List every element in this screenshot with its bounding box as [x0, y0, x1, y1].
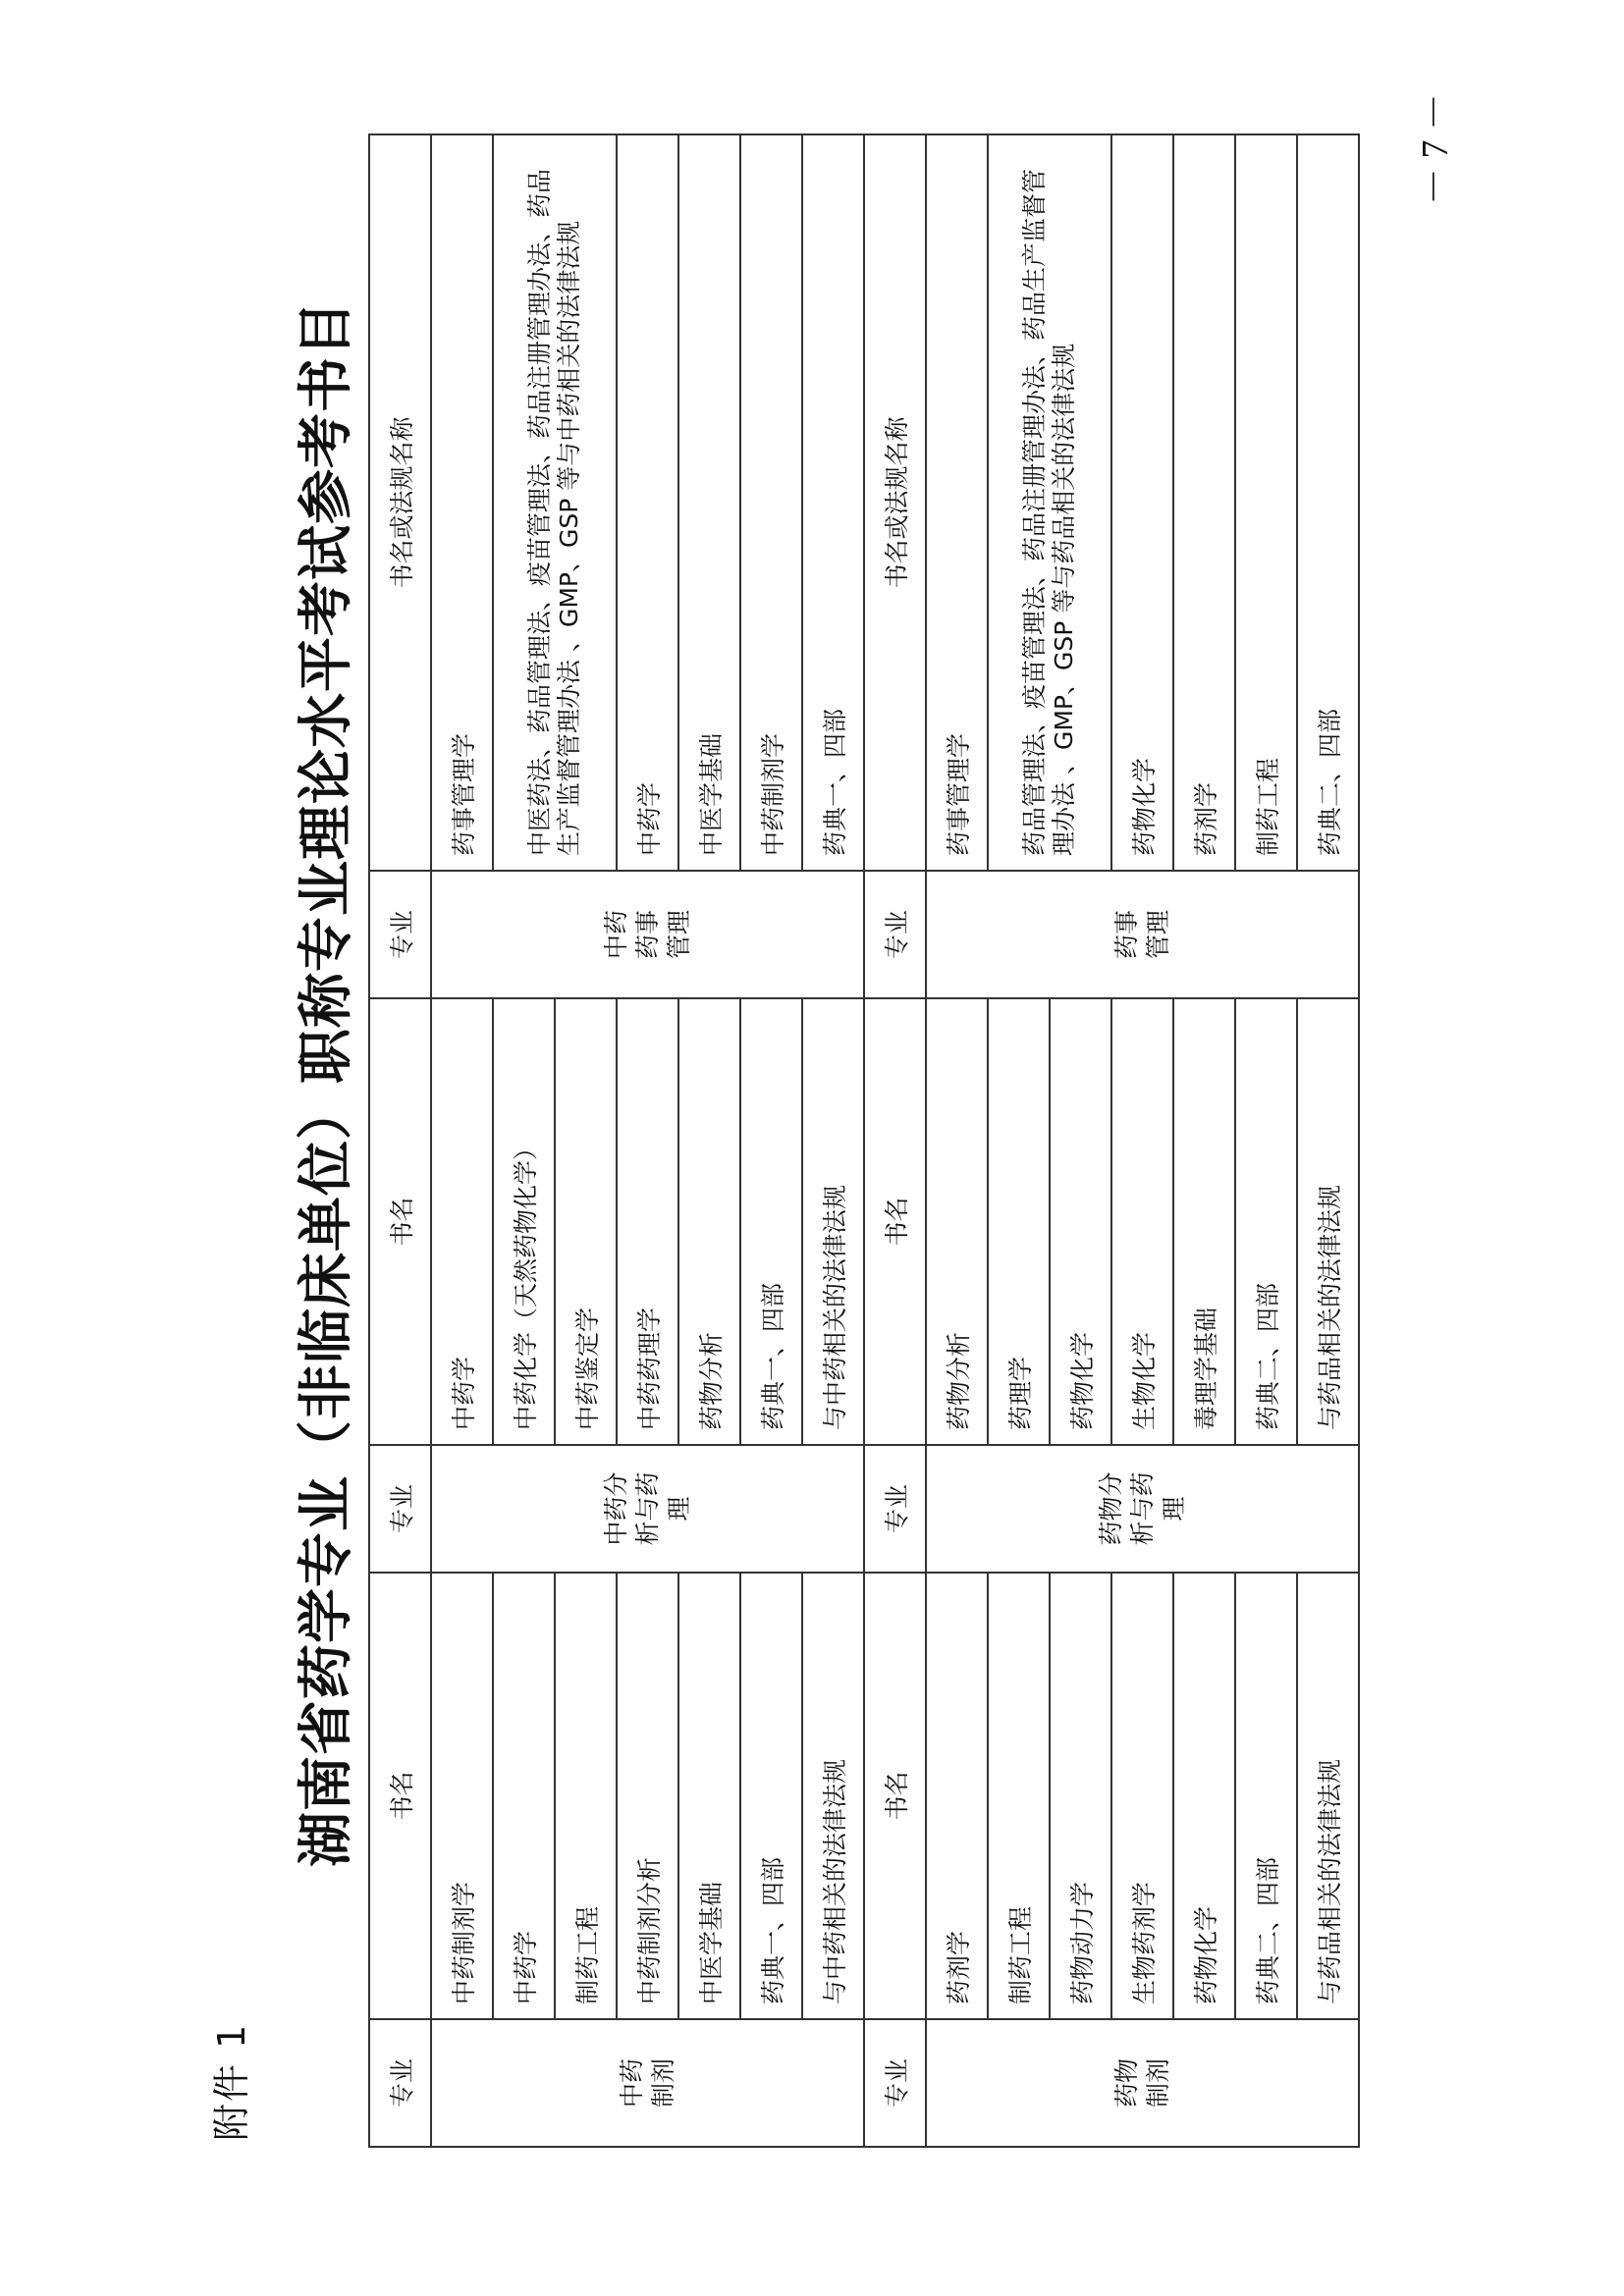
book-cell: 药物分析 — [926, 998, 988, 1445]
table-row — [493, 134, 555, 2147]
header-row — [864, 134, 926, 2147]
table-row — [1297, 134, 1359, 2147]
book-cell: 中药学 — [493, 1573, 555, 2019]
book-cell: 毒理学基础 — [1173, 998, 1235, 1445]
table-row — [1111, 134, 1173, 2147]
book-cell: 药理学 — [988, 998, 1050, 1445]
book-header: 书名 — [864, 1573, 926, 2019]
major-header: 专业 — [864, 871, 926, 998]
attachment-label: 附件 1 — [210, 2022, 253, 2141]
book-cell: 中药制剂学 — [740, 134, 802, 871]
page-title: 湖南省药学专业（非临床单位）职称专业理论水平考试参考书目 — [294, 300, 358, 1867]
book-cell: 与中药相关的法律法规 — [802, 1573, 864, 2019]
book-cell: 制药工程 — [988, 1573, 1050, 2019]
major-header: 专业 — [369, 1445, 431, 1573]
reference-book-table — [368, 133, 1360, 2148]
book-cell: 中医学基础 — [678, 1573, 740, 2019]
book-cell: 药典一、四部 — [802, 134, 864, 871]
book-cell: 中药制剂分析 — [617, 1573, 678, 2019]
book-cell: 中药药理学 — [617, 998, 678, 1445]
book-cell: 中药鉴定学 — [555, 998, 617, 1445]
header-row — [369, 134, 431, 2147]
book-cell: 药品管理法、疫苗管理法、药品注册管理办法、药品生产监督管理办法 、GMP、GSP 等与药品相关的法律法规 — [988, 134, 1111, 871]
book-cell: 药典二、四部 — [1235, 1573, 1297, 2019]
table-row — [740, 134, 802, 2147]
book-cell: 生物化学 — [1111, 998, 1173, 1445]
book-cell: 药物分析 — [678, 998, 740, 1445]
book-cell: 药物化学 — [1173, 1573, 1235, 2019]
major-cell: 中药药事管理 — [601, 910, 693, 960]
book-cell: 药事管理学 — [431, 134, 493, 871]
book-cell: 药剂学 — [926, 1573, 988, 2019]
table-row — [1235, 134, 1297, 2147]
page-number: － 7 － — [1415, 92, 1456, 205]
table-row — [802, 134, 864, 2147]
major-cell: 中药分析与药理 — [601, 1471, 693, 1546]
table-row — [678, 134, 740, 2147]
book-cell: 与药品相关的法律法规 — [1297, 998, 1359, 1445]
book-cell: 药物化学 — [1111, 134, 1173, 871]
book-cell: 药物动力学 — [1050, 1573, 1111, 2019]
book-or-law-header: 书名或法规名称 — [369, 134, 431, 871]
table-row — [617, 134, 678, 2147]
book-cell: 中药学 — [617, 134, 678, 871]
book-cell: 中医药法、药品管理法、疫苗管理法、药品注册管理办法、药品生产监督管理办法 、GMP、GSP 等与中药相关的法律法规 — [493, 134, 617, 871]
table-row — [988, 134, 1050, 2147]
major-header: 专业 — [864, 1445, 926, 1573]
book-header: 书名 — [369, 998, 431, 1445]
book-cell: 中医学基础 — [678, 134, 740, 871]
book-cell: 制药工程 — [555, 1573, 617, 2019]
major-cell: 药物制剂 — [1111, 2058, 1172, 2109]
book-cell: 生物药剂学 — [1111, 1573, 1173, 2019]
major-cell: 中药制剂 — [617, 2058, 677, 2109]
book-cell: 药典一、四部 — [740, 1573, 802, 2019]
major-header: 专业 — [369, 2019, 431, 2147]
book-header: 书名 — [369, 1573, 431, 2019]
book-cell: 药典一、四部 — [740, 998, 802, 1445]
book-cell: 中药学 — [431, 998, 493, 1445]
table-row — [926, 134, 988, 2147]
book-cell: 中药制剂学 — [431, 1573, 493, 2019]
major-header: 专业 — [864, 2019, 926, 2147]
book-or-law-header: 书名或法规名称 — [864, 134, 926, 871]
book-cell: 药典二、四部 — [1235, 998, 1297, 1445]
major-cell: 药物分析与药理 — [1096, 1471, 1188, 1546]
book-cell: 制药工程 — [1235, 134, 1297, 871]
table-row — [1173, 134, 1235, 2147]
book-cell: 药事管理学 — [926, 134, 988, 871]
book-cell: 药物化学 — [1050, 998, 1111, 1445]
book-cell: 与药品相关的法律法规 — [1297, 1573, 1359, 2019]
book-cell: 药典二、四部 — [1297, 134, 1359, 871]
book-cell: 中药化学（天然药物化学） — [493, 998, 555, 1445]
book-cell: 与中药相关的法律法规 — [802, 998, 864, 1445]
book-cell: 药剂学 — [1173, 134, 1235, 871]
book-header: 书名 — [864, 998, 926, 1445]
table-row — [431, 134, 493, 2147]
major-cell: 药事管理 — [1111, 910, 1172, 960]
major-header: 专业 — [369, 871, 431, 998]
